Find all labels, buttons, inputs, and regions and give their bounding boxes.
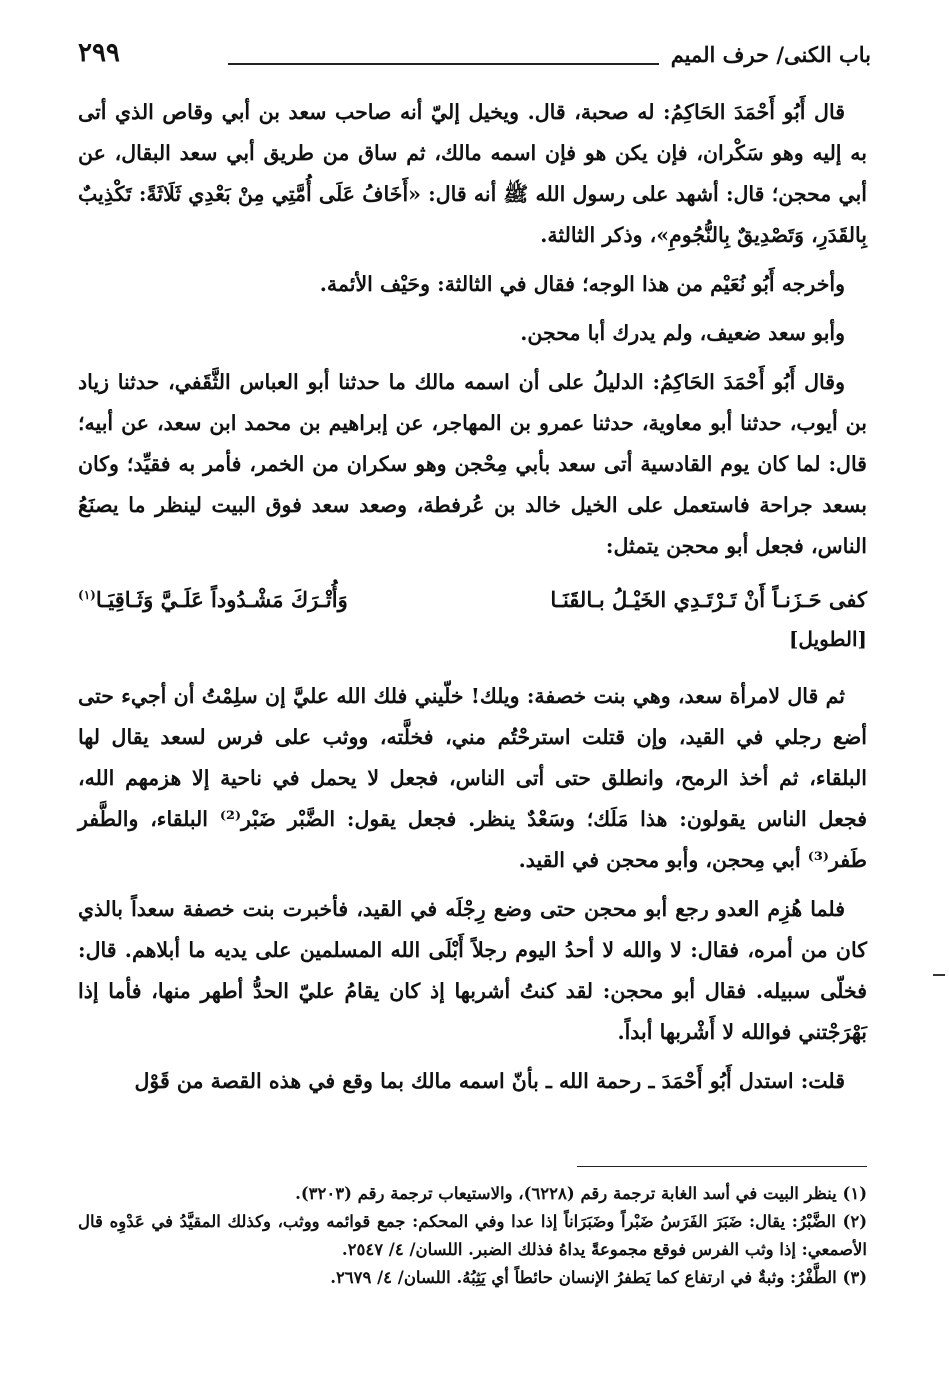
poetry-verse: [78, 575, 867, 620]
verse-meter: [الطويل]: [788, 627, 867, 651]
header-rule: [228, 63, 659, 65]
page-number: ٢٩٩: [78, 38, 120, 68]
paragraph-1: قال أَبُو أَحْمَدَ الحَاكِمُ: له صحبة، قال. ويخيل إليّ أنه صاحب سعد بن أبي وقاص الذي أتى به إليه وهو سَكْران، فإن يكن هو فإن اسمه مالك، ثم ساق من طريق أبي سعد البقال، عن أبي محجن؛ قال: أشهد على رسول الله ﷺ أنه قال: «أَخَافُ عَلَى أُمَّتِي مِنْ بَعْدِي ثَلَاثَةً: تَكْذِيبٌ بِالقَدَرِ، وَتَصْدِيقٌ بِالنُّجُومِ»، وذكر الثالثة.: [78, 100, 867, 247]
footnote-ref-1: (١): [78, 588, 96, 602]
margin-mark: [933, 974, 945, 976]
verse-second-hemistich-text: وَأُتْـرَكَ مَشْـدُوداً عَلَـيَّ وَثَـاقِيَـا: [95, 587, 348, 612]
paragraph-2: وأخرجه أَبُو نُعَيْم من هذا الوجه؛ فقال في الثالثة: وحَيْف الأئمة.: [319, 272, 845, 296]
verse-second-hemistich: [78, 575, 348, 620]
footnote-1: (١) ينظر البيت في أسد الغابة ترجمة رقم (٦٢٢٨)، والاستيعاب ترجمة رقم (٣٢٠٣).: [295, 1184, 867, 1203]
footnote-2: (٢) الضَّبْرُ: يقال: ضَبَرَ الفَرَسُ ضَبْراً وضَبَرَاناً إذا عدا وفي المحكم: جمع قوائمه ووثب، وكذلك المقيَّدُ في عَدْوِه قال الأصمعي: إذا وثب الفرس فوقع مجموعةً يداهُ فذلك الضبر. اللسان/ ٤/ ٢٥٤٧.: [78, 1212, 867, 1259]
paragraph-4: وقال أَبُو أَحْمَدَ الحَاكِمُ: الدليلُ على أن اسمه مالك ما حدثنا أبو العباس الثَّقَفي، حدثنا زياد بن أيوب، حدثنا أبو معاوية، حدثنا عمرو بن المهاجر، عن إبراهيم بن محمد ابن سعد، عن أبيه؛ قال: لما كان يوم القادسية أتى سعد بأبي مِحْجن وهو سكران من الخمر، فأمر به فقيِّد؛ وكان بسعد جراحة فاستعمل على الخيل خالد بن عُرفطة، وصعد سعد فوق البيت لينظر ما يصنَعُ الناس، فجعل أبو محجن يتمثل:: [78, 370, 867, 558]
page-header: [78, 36, 871, 76]
paragraph-5: ثم قال لامرأة سعد، وهي بنت خصفة: ويلك! خلّيني فلك الله عليَّ إن سلِمْتُ أن أجيء حتى أضع رجلي في القيد، وإن قتلت استرحْتُم مني، فخلَّته، ووثب على فرس لسعد يقال لها البلقاء، ثم أخذ الرمح، وانطلق حتى أتى الناس، فجعل لا يحمل في ناحية إلا هزمهم الله، فجعل الناس يقولون: هذا مَلَك؛ وسَعْدٌ ينظر. فجعل يقول: الضَّبْر ضَبْر⁽²⁾ البلقاء، والطَّفر طَفر⁽³⁾ أبي مِحجن، وأبو محجن في القيد.: [78, 684, 867, 872]
verse-first-hemistich: كفى حَـزَنـاً أَنْ تَـرْتَـدِي الخَيْـلُ بـالقَنَـا: [550, 587, 867, 612]
paragraph-6: فلما هُزِم العدو رجع أبو محجن حتى وضع رِجْلَه في القيد، فأخبرت بنت خصفة سعداً بالذي كان من أمره، فقال: لا والله لا أحدُ اليوم رجلاً أَبْلَى الله المسلمين على يديه ما أبلاهم. قال: فخلّى سبيله. فقال أبو محجن: لقد كنتُ أشربها إذ كان يقامُ عليّ الحدُّ أطهر منها، فأما إذا بَهْرَجْتني فوالله لا أَشْربها أبداً.: [78, 897, 867, 1044]
footnote-separator: [577, 1166, 867, 1167]
page-body: [78, 92, 867, 1110]
footnote-3: (٣) الطَّفْرُ: وثبةٌ في ارتفاع كما يَطفرُ الإنسان حائطاً أي يَثِبُهُ. اللسان/ ٤/ ٢٦٧٩.: [330, 1268, 867, 1287]
paragraph-7: قلت: استدل أَبُو أَحْمَدَ ـ رحمة الله ـ بأنّ اسمه مالك بما وقع في هذه القصة من قَوْل: [134, 1069, 845, 1093]
footnotes: [78, 1180, 867, 1292]
paragraph-3: وأبو سعد ضعيف، ولم يدرك أبا محجن.: [520, 321, 845, 345]
running-title: باب الكنى/ حرف الميم: [670, 42, 871, 67]
